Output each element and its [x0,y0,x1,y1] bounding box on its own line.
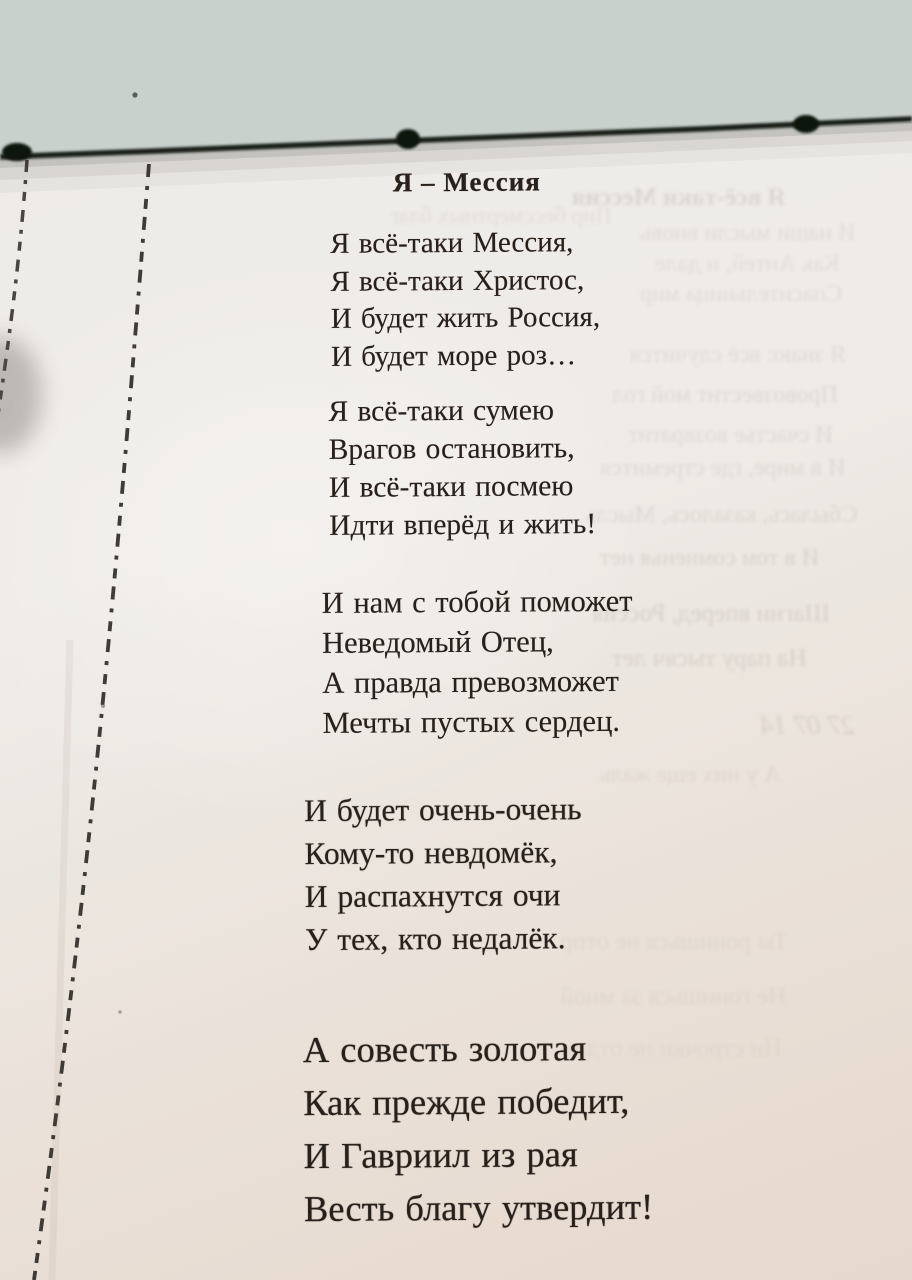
poem-line: У тех, кто недалёк. [304,920,566,958]
poem-line: Идти вперёд и жить! [329,508,597,542]
bleed-through-line: На пару тысяч лет [612,645,807,672]
poem-line: А правда превозможет [322,663,620,700]
stanza-4 [304,787,583,961]
poem-line: Я всё-таки Мессия, [330,226,574,260]
bleed-through-line: Пир бессмертных благ [390,203,613,228]
poem-line: Я всё-таки Христос, [330,263,585,298]
bleed-through-line: Спасительница мир [640,281,843,307]
stanza-2 [328,391,596,545]
poem-line: Неведомый Отец, [321,624,554,660]
bleed-through-line: А у них еще жаль [600,762,782,788]
poem-line: Я всё-таки сумею [328,394,555,428]
stanza-5 [303,1021,654,1235]
stanza-1 [330,224,600,376]
poem-line: И распахнутся очи [304,877,561,915]
poem-line: Весть благу утвердит! [303,1185,654,1230]
stanza-3 [322,581,634,743]
bleed-through-line: Ты ронишься не отпр [560,928,789,955]
poem-line: И Гавриил из рая [303,1133,578,1177]
bleed-through-date: 27 07 14 [760,710,855,740]
poem-title: Я – Мессия [392,166,541,198]
poem-line: Врагов остановить, [328,432,575,466]
poem-line: И нам с тобой поможет [321,583,633,620]
bleed-through-line: Шагни вперед, Россия [592,600,830,627]
bleed-through-line: И в том сомненья нет [600,545,820,571]
poem-line: И будет очень-очень [304,791,582,829]
bleed-through-line: И в мире, где стремится [600,455,846,481]
bleed-through-line: Я всё-таки Мессия [572,184,786,211]
poem-line: А совесть золотая [302,1027,587,1071]
bleed-through-line: Провозвестит мой гол [612,382,838,408]
poem-line: Мечты пустых сердец. [322,703,621,740]
bleed-through-line: И наши мысли вновь [640,220,856,246]
bleed-through-line: Не гонишься за мной [560,983,787,1010]
poem-line: Как прежде победит, [303,1079,630,1124]
bleed-through-line: Сбылась, казалось, Мысль [585,502,858,528]
poem-line: И будет жить Россия, [330,300,601,335]
bleed-through-line: И счастье возвратит [628,422,833,448]
bleed-through-line: Как Антей, и дале [655,251,840,277]
bleed-through-line: Ни строчки не отдам [560,1035,782,1062]
poem-line: Кому-то невдомёк, [304,834,558,872]
poem-line: И всё-таки посмею [328,470,574,504]
poem-line: И будет море роз… [330,338,577,373]
bleed-through-line: Я знаю: всё случится [630,342,847,368]
